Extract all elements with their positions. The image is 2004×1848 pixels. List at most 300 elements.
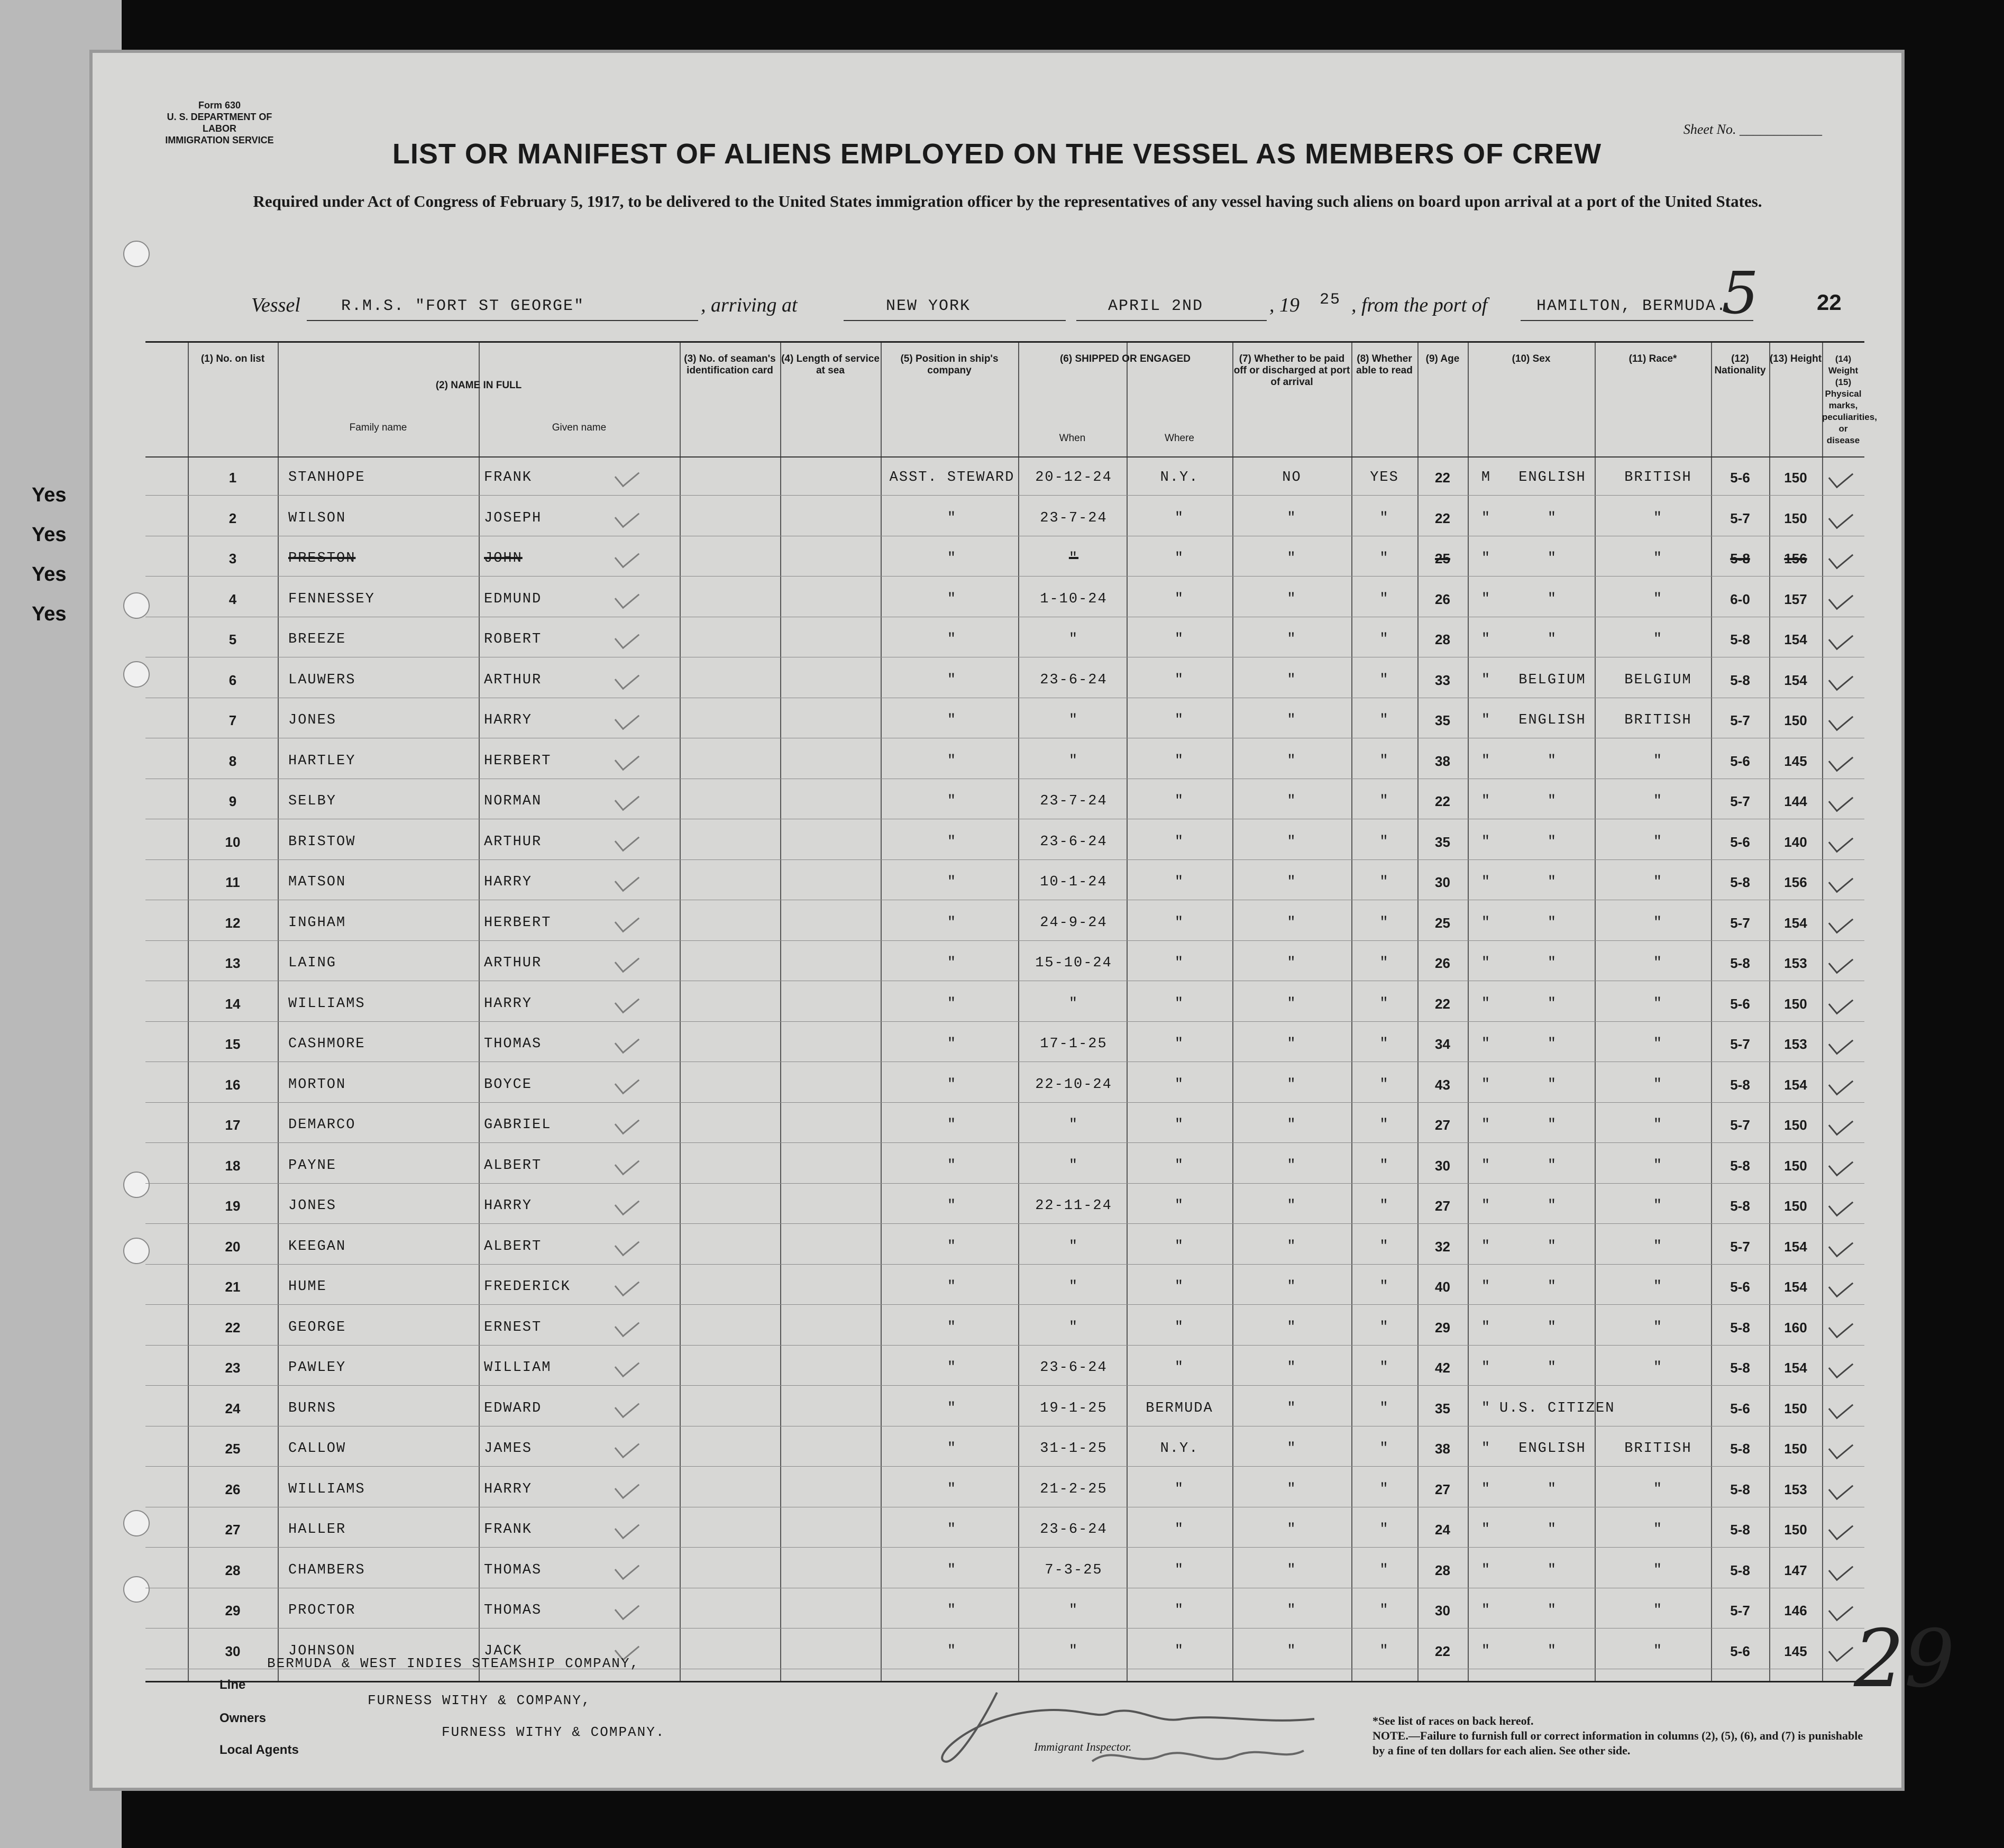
cell-weight: 150 [1784, 1400, 1807, 1416]
check-mark [615, 1394, 639, 1418]
cell-when: " [1068, 1157, 1079, 1174]
cell-given: HARRY [484, 712, 533, 728]
cell-read: " [1379, 712, 1389, 728]
cell-sex: " [1481, 793, 1491, 809]
cell-when: 10-1-24 [1040, 874, 1108, 890]
cell-given: HARRY [484, 1481, 533, 1497]
cell-no: 28 [225, 1562, 241, 1578]
cell-no: 22 [225, 1319, 241, 1335]
cell-read: " [1379, 1319, 1389, 1335]
cell-where: " [1174, 672, 1185, 688]
cell-given: ALBERT [484, 1238, 542, 1255]
cell-paid: " [1287, 1360, 1297, 1376]
cell-age: 25 [1435, 551, 1450, 566]
cell-paid: " [1287, 995, 1297, 1012]
check-mark [1828, 1637, 1853, 1662]
cell-read: " [1379, 1400, 1389, 1416]
cell-race: " [1547, 1157, 1558, 1174]
cell-nat: " [1653, 551, 1663, 566]
cell-height: 5-6 [1730, 470, 1750, 486]
cell-weight: 157 [1784, 591, 1807, 607]
cell-weight: 156 [1784, 551, 1807, 566]
cell-where: " [1174, 1360, 1185, 1376]
cell-race: " [1547, 1643, 1558, 1659]
check-mark [615, 1515, 639, 1540]
check-mark [615, 1111, 639, 1135]
cell-weight: 150 [1784, 1198, 1807, 1214]
check-mark [1828, 1395, 1853, 1419]
cell-where: " [1174, 1603, 1185, 1618]
cell-paid: " [1287, 1076, 1297, 1093]
cell-height: 5-7 [1730, 1036, 1750, 1052]
cell-weight: 154 [1784, 914, 1807, 931]
check-mark [1828, 585, 1853, 610]
line-label: Line [219, 1678, 246, 1692]
cell-where: " [1174, 591, 1185, 607]
cell-family: HARTLEY [288, 753, 356, 769]
check-mark [1828, 1314, 1853, 1338]
cell-weight: 150 [1784, 1157, 1807, 1174]
cell-position: " [947, 1522, 957, 1538]
cell-family: JONES [288, 712, 337, 728]
cell-when: " [1068, 712, 1079, 728]
cell-race: " [1547, 1036, 1558, 1052]
cell-read: " [1379, 1076, 1389, 1093]
cell-sex: " [1481, 632, 1491, 647]
cell-paid: " [1287, 1198, 1297, 1214]
check-mark [1828, 1152, 1853, 1176]
cell-position: " [947, 510, 957, 526]
check-mark [1828, 1557, 1853, 1581]
cell-paid: " [1287, 1481, 1297, 1497]
cell-race: " [1547, 1481, 1558, 1497]
cell-nat: " [1653, 753, 1663, 769]
cell-nat: " [1653, 510, 1663, 526]
cell-position: " [947, 1076, 957, 1093]
cell-no: 16 [225, 1076, 241, 1093]
cell-read: " [1379, 1562, 1389, 1578]
cell-read: " [1379, 1036, 1389, 1052]
cell-given: FREDERICK [484, 1279, 571, 1295]
cell-race: " [1547, 955, 1558, 971]
cell-position: " [947, 1279, 957, 1295]
cell-no: 10 [225, 834, 241, 850]
cell-race: ENGLISH [1518, 1441, 1586, 1457]
cell-no: 19 [225, 1198, 241, 1214]
cell-given: JOHN [484, 551, 523, 566]
cell-weight: 144 [1784, 793, 1807, 809]
cell-height: 5-8 [1730, 1198, 1750, 1214]
cell-family: JONES [288, 1198, 337, 1214]
header-family: Family name [349, 422, 407, 433]
cell-when: 1-10-24 [1040, 591, 1108, 607]
cell-nat: " [1653, 1076, 1663, 1093]
cell-weight: 150 [1784, 995, 1807, 1012]
cell-no: 6 [228, 672, 237, 688]
cell-when: 22-10-24 [1035, 1076, 1112, 1093]
cell-given: ROBERT [484, 632, 542, 647]
cell-where: " [1174, 1562, 1185, 1578]
cell-given: ARTHUR [484, 834, 542, 850]
cell-given: JACK [484, 1643, 523, 1659]
cell-weight: 153 [1784, 1481, 1807, 1497]
cell-family: MATSON [288, 874, 346, 890]
margin-yes: Yes [32, 484, 67, 506]
cell-family: WILLIAMS [288, 995, 365, 1012]
cell-family: LAING [288, 955, 337, 971]
cell-age: 38 [1435, 1441, 1450, 1457]
cell-family: PAWLEY [288, 1360, 346, 1376]
cell-given: WILLIAM [484, 1360, 552, 1376]
cell-paid: " [1287, 712, 1297, 728]
cell-no: 15 [225, 1036, 241, 1052]
cell-paid: " [1287, 1036, 1297, 1052]
check-mark [615, 1353, 639, 1378]
cell-when: 23-6-24 [1040, 1522, 1108, 1538]
cell-position: " [947, 793, 957, 809]
cell-family: FENNESSEY [288, 591, 375, 607]
cell-age: 35 [1435, 712, 1450, 728]
cell-position: ASST. STEWARD [889, 470, 1015, 486]
check-mark [1828, 909, 1853, 934]
agents-value: FURNESS WITHY & COMPANY. [442, 1724, 665, 1740]
cell-where: " [1174, 1117, 1185, 1133]
cell-nat: " [1653, 995, 1663, 1012]
service: IMMIGRATION SERVICE [165, 135, 274, 145]
cell-family: DEMARCO [288, 1117, 356, 1133]
cell-nat: " [1653, 1562, 1663, 1578]
cell-read: " [1379, 1603, 1389, 1618]
cell-sex: " [1481, 1603, 1491, 1618]
cell-sex: " [1481, 1360, 1491, 1376]
cell-nat: " [1653, 1360, 1663, 1376]
cell-given: THOMAS [484, 1562, 542, 1578]
cell-where: " [1174, 1238, 1185, 1255]
cell-weight: 154 [1784, 1238, 1807, 1255]
cell-no: 11 [225, 874, 240, 890]
check-mark [1828, 828, 1853, 853]
cell-where: BERMUDA [1146, 1400, 1213, 1416]
cell-when: 23-6-24 [1040, 672, 1108, 688]
cell-family: CHAMBERS [288, 1562, 365, 1578]
cell-height: 5-8 [1730, 672, 1750, 688]
cell-age: 30 [1435, 1603, 1450, 1618]
cell-height: 5-8 [1730, 551, 1750, 566]
cell-nat: " [1653, 955, 1663, 971]
check-mark [615, 1556, 639, 1580]
cell-family: MORTON [288, 1076, 346, 1093]
margin-yes: Yes [32, 524, 67, 546]
check-mark [615, 1232, 639, 1256]
cell-height: 5-7 [1730, 712, 1750, 728]
cell-age: 28 [1435, 632, 1450, 647]
cell-race: " [1547, 753, 1558, 769]
header-height: (13) Height [1769, 353, 1822, 364]
cell-position: " [947, 632, 957, 647]
header-paid-off: (7) Whether to be paid off or discharged at port of arrival [1233, 353, 1350, 388]
cell-given: EDMUND [484, 591, 542, 607]
cell-when: 23-7-24 [1040, 793, 1108, 809]
cell-nat: " [1653, 591, 1663, 607]
cell-sex: " [1481, 1198, 1491, 1214]
cell-family: CASHMORE [288, 1036, 365, 1052]
margin-yes: Yes [32, 603, 67, 625]
cell-given: JOSEPH [484, 510, 542, 526]
cell-weight: 153 [1784, 955, 1807, 971]
cell-no: 23 [225, 1360, 241, 1376]
cell-weight: 146 [1784, 1603, 1807, 1618]
cell-weight: 145 [1784, 753, 1807, 769]
cell-where: " [1174, 1279, 1185, 1295]
cell-weight: 150 [1784, 1117, 1807, 1133]
cell-paid: " [1287, 1238, 1297, 1255]
cell-where: N.Y. [1160, 470, 1199, 486]
cell-age: 22 [1435, 510, 1450, 526]
check-mark [1828, 1071, 1853, 1095]
cell-where: " [1174, 753, 1185, 769]
cell-where: " [1174, 1319, 1185, 1335]
cell-position: " [947, 995, 957, 1012]
cell-race: " [1547, 1562, 1558, 1578]
cell-height: 5-6 [1730, 995, 1750, 1012]
cell-height: 5-7 [1730, 1238, 1750, 1255]
cell-family: PAYNE [288, 1157, 337, 1174]
cell-position: " [947, 1117, 957, 1133]
cell-read: " [1379, 995, 1389, 1012]
cell-sex: " [1481, 753, 1491, 769]
check-mark [1828, 545, 1853, 570]
punch-hole [123, 241, 150, 267]
cell-family: BRISTOW [288, 834, 356, 850]
header-read: (8) Whether able to read [1356, 353, 1413, 376]
cell-given: ERNEST [484, 1319, 542, 1335]
cell-family: BREEZE [288, 632, 346, 647]
cell-race: " [1547, 591, 1558, 607]
cell-where: " [1174, 834, 1185, 850]
cell-no: 1 [228, 470, 237, 486]
cell-family: GEORGE [288, 1319, 346, 1335]
cell-position: " [947, 712, 957, 728]
check-mark [615, 504, 639, 528]
check-mark [1828, 1516, 1853, 1541]
check-mark [1828, 788, 1853, 812]
department: U. S. DEPARTMENT OF LABOR [167, 112, 272, 134]
check-mark [615, 827, 639, 852]
arrival-year: 25 [1320, 291, 1341, 309]
cell-read: " [1379, 1157, 1389, 1174]
cell-position: " [947, 1360, 957, 1376]
cell-race: " [1547, 834, 1558, 850]
cell-race: " [1547, 1603, 1558, 1618]
from-label: , from the port of [1351, 294, 1488, 316]
cell-when: " [1068, 551, 1079, 566]
crew-table [145, 341, 1877, 1682]
cell-paid: " [1287, 1441, 1297, 1457]
cell-race: ENGLISH [1518, 712, 1586, 728]
cell-race: " [1547, 914, 1558, 931]
cell-height: 5-8 [1730, 632, 1750, 647]
cell-weight: 150 [1784, 1441, 1807, 1457]
cell-age: 30 [1435, 1157, 1450, 1174]
cell-when: " [1068, 1319, 1079, 1335]
cell-no: 29 [225, 1603, 241, 1618]
inspector-label: Immigrant Inspector. [1034, 1740, 1132, 1753]
cell-no: 14 [225, 995, 241, 1012]
header-id-card: (3) No. of seaman's identification card [684, 353, 776, 376]
cell-sex: " [1481, 1441, 1491, 1457]
cell-weight: 154 [1784, 1279, 1807, 1295]
cell-nat: BRITISH [1624, 470, 1692, 486]
check-mark [615, 584, 639, 609]
cell-position: " [947, 1643, 957, 1659]
check-mark [1828, 626, 1853, 651]
cell-nat: " [1653, 1036, 1663, 1052]
cell-nat: " [1653, 1481, 1663, 1497]
cell-height: 5-8 [1730, 1562, 1750, 1578]
cell-sex: " [1481, 955, 1491, 971]
check-mark [615, 1434, 639, 1459]
header-where: Where [1165, 433, 1194, 444]
cell-where: " [1174, 793, 1185, 809]
cell-race: U.S. CITIZEN [1499, 1400, 1615, 1416]
cell-race: " [1547, 510, 1558, 526]
cell-race: " [1547, 632, 1558, 647]
cell-nat: " [1653, 1643, 1663, 1659]
check-mark [1828, 990, 1853, 1014]
cell-where: " [1174, 874, 1185, 890]
cell-nat: " [1653, 914, 1663, 931]
cell-age: 22 [1435, 470, 1450, 486]
check-mark [1828, 666, 1853, 691]
cell-age: 40 [1435, 1279, 1450, 1295]
cell-no: 7 [228, 712, 237, 728]
cell-nat: " [1653, 1157, 1663, 1174]
cell-where: " [1174, 1036, 1185, 1052]
cell-no: 5 [228, 632, 237, 647]
check-mark [615, 908, 639, 932]
cell-nat: " [1653, 793, 1663, 809]
cell-weight: 160 [1784, 1319, 1807, 1335]
owners-value: FURNESS WITHY & COMPANY, [368, 1693, 591, 1708]
cell-paid: NO [1282, 470, 1302, 486]
cell-age: 29 [1435, 1319, 1450, 1335]
cell-no: 24 [225, 1400, 241, 1416]
sheet-number: Sheet No. ____________ [1683, 122, 1822, 137]
check-mark [615, 1313, 639, 1337]
cell-height: 5-8 [1730, 1319, 1750, 1335]
check-mark [615, 746, 639, 771]
cell-position: " [947, 672, 957, 688]
cell-given: ALBERT [484, 1157, 542, 1174]
cell-age: 22 [1435, 1643, 1450, 1659]
cell-paid: " [1287, 834, 1297, 850]
cell-race: " [1547, 995, 1558, 1012]
cell-nat: " [1653, 834, 1663, 850]
check-mark [1828, 1597, 1853, 1622]
cell-when: " [1068, 1238, 1079, 1255]
cell-family: SELBY [288, 793, 337, 809]
cell-age: 35 [1435, 834, 1450, 850]
cell-nat: " [1653, 1522, 1663, 1538]
cell-given: EDWARD [484, 1400, 542, 1416]
cell-paid: " [1287, 1117, 1297, 1133]
cell-position: " [947, 1441, 957, 1457]
cell-where: " [1174, 1157, 1185, 1174]
cell-age: 32 [1435, 1238, 1450, 1255]
cell-position: " [947, 914, 957, 931]
cell-age: 33 [1435, 672, 1450, 688]
check-mark [1828, 505, 1853, 529]
cell-nat: " [1653, 874, 1663, 890]
cell-when: 22-11-24 [1035, 1198, 1112, 1214]
cell-sex: " [1481, 1117, 1491, 1133]
cell-paid: " [1287, 591, 1297, 607]
cell-position: " [947, 591, 957, 607]
check-mark [1828, 1274, 1853, 1298]
cell-paid: " [1287, 793, 1297, 809]
header-nationality: (12) Nationality [1714, 353, 1766, 376]
cell-read: " [1379, 874, 1389, 890]
cell-race: " [1547, 1319, 1558, 1335]
cell-paid: " [1287, 1643, 1297, 1659]
cell-where: " [1174, 712, 1185, 728]
cell-sex: " [1481, 1279, 1491, 1295]
cell-when: 17-1-25 [1040, 1036, 1108, 1052]
cell-sex: " [1481, 1157, 1491, 1174]
cell-age: 26 [1435, 591, 1450, 607]
cell-weight: 154 [1784, 672, 1807, 688]
check-mark [615, 787, 639, 811]
cell-family: HUME [288, 1279, 327, 1295]
check-mark [615, 1273, 639, 1297]
cell-read: " [1379, 1522, 1389, 1538]
cell-paid: " [1287, 914, 1297, 931]
cell-nat: " [1653, 1198, 1663, 1214]
cell-height: 5-8 [1730, 1360, 1750, 1376]
check-mark [615, 1030, 639, 1054]
cell-paid: " [1287, 1279, 1297, 1295]
cell-sex: " [1481, 591, 1491, 607]
cell-read: " [1379, 834, 1389, 850]
header-sex: (10) Sex [1512, 353, 1551, 364]
cell-given: HARRY [484, 995, 533, 1012]
header-when: When [1059, 433, 1086, 444]
check-mark [615, 949, 639, 973]
cell-sex: " [1481, 1522, 1491, 1538]
cell-when: " [1068, 632, 1079, 647]
cell-read: " [1379, 1441, 1389, 1457]
cell-nat: BELGIUM [1624, 672, 1692, 688]
header-service: (4) Length of service at sea [781, 353, 880, 376]
cell-family: LAUWERS [288, 672, 356, 688]
cell-race: BELGIUM [1518, 672, 1586, 688]
cell-nat: " [1653, 632, 1663, 647]
cell-position: " [947, 1603, 957, 1618]
cell-family: BURNS [288, 1400, 337, 1416]
header-no: (1) No. on list [200, 353, 265, 364]
cell-height: 6-0 [1730, 591, 1750, 607]
cell-position: " [947, 753, 957, 769]
cell-age: 28 [1435, 1562, 1450, 1578]
cell-no: 3 [228, 551, 237, 566]
cell-family: PRESTON [288, 551, 356, 566]
header-given: Given name [552, 422, 607, 433]
handwritten-sheet-number: 5 [1722, 259, 1759, 327]
cell-race: " [1547, 1360, 1558, 1376]
cell-height: 5-7 [1730, 793, 1750, 809]
cell-where: " [1174, 995, 1185, 1012]
arrival-port: NEW YORK [886, 297, 971, 315]
